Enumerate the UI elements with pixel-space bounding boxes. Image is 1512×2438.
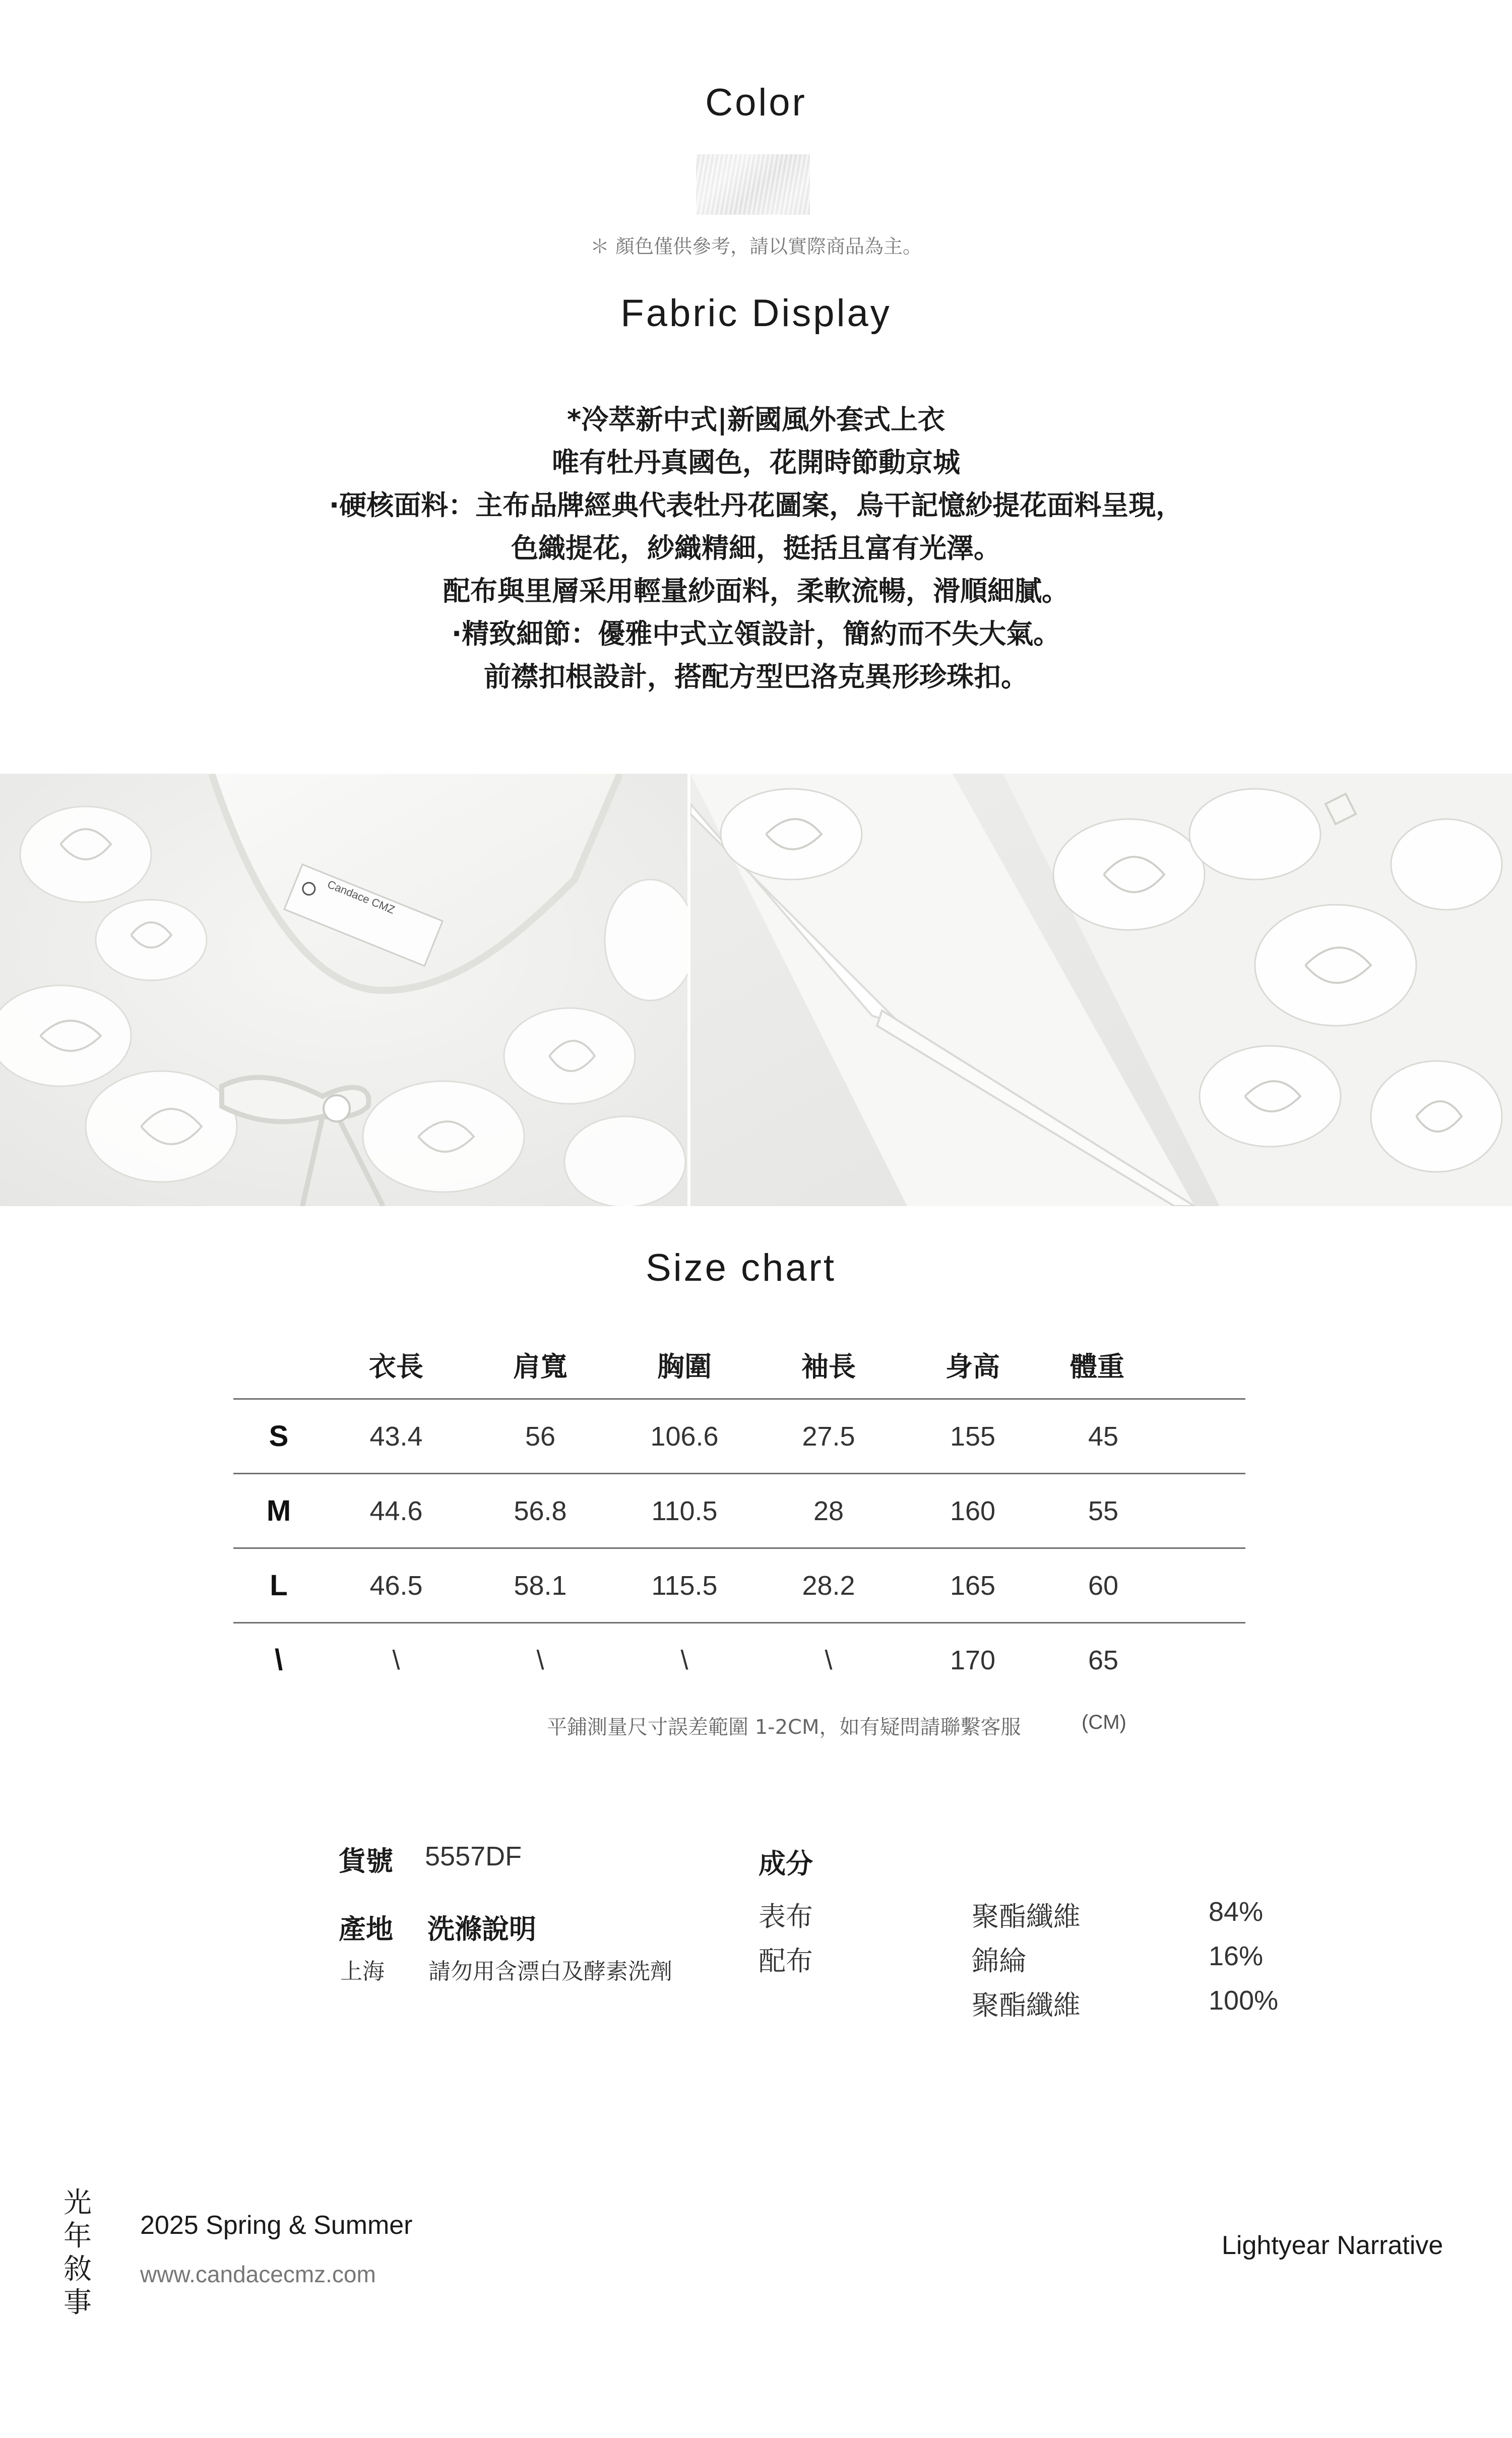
table-row	[233, 1623, 1245, 1697]
brand-char: 敘	[64, 2253, 92, 2286]
composition-percent: 16%	[1209, 1941, 1264, 1971]
header-cell: 體重	[1070, 1350, 1124, 1383]
table-row	[233, 1399, 1245, 1474]
table-cell: 60	[1045, 1548, 1245, 1623]
description-line: ·硬核面料：主布品牌經典代表牡丹花圖案，烏干記憶紗提花面料呈現，	[329, 489, 1183, 521]
description-line: 色織提花，紗織精細，挺括且富有光澤。	[511, 532, 1001, 564]
table-cell: 28	[757, 1474, 901, 1548]
size-unit: (CM)	[1082, 1711, 1126, 1733]
item-number-label: 貨號	[339, 1845, 393, 1877]
composition-part: 表布	[759, 1901, 813, 1932]
table-cell: 155	[901, 1399, 1045, 1474]
label-brand-text: Candace CMZ	[326, 878, 397, 916]
table-cell: \	[324, 1623, 468, 1697]
table-cell: 27.5	[757, 1399, 901, 1474]
table-cell: \	[757, 1623, 901, 1697]
table-cell: \	[468, 1623, 612, 1697]
color-title: Color	[705, 81, 807, 124]
table-cell: 110.5	[612, 1474, 757, 1548]
table-cell: 43.4	[324, 1399, 468, 1474]
table-cell: 56	[468, 1399, 612, 1474]
table-cell: 56.8	[468, 1474, 612, 1548]
description-line: 唯有牡丹真國色，花開時節動京城	[552, 447, 960, 478]
composition-label: 成分	[759, 1848, 813, 1880]
composition-material: 聚酯纖維	[972, 1989, 1081, 2021]
table-cell: 46.5	[324, 1548, 468, 1623]
brand-char: 事	[64, 2286, 92, 2319]
wash-instructions-value: 請勿用含漂白及酵素洗劑	[428, 1959, 672, 1984]
description-line: 前襟扣根設計，搭配方型巴洛克異形珍珠扣。	[484, 661, 1028, 693]
header-cell: 身高	[946, 1350, 1000, 1383]
size-table	[233, 1331, 1245, 1697]
color-swatch[interactable]	[696, 154, 810, 215]
header-cell: 衣長	[369, 1350, 423, 1383]
size-label: \	[233, 1623, 324, 1697]
size-chart-title: Size chart	[646, 1246, 836, 1289]
description-line: ·精致細節：優雅中式立領設計，簡約而不失大氣。	[451, 618, 1061, 650]
website-link[interactable]: www.candacecmz.com	[140, 2261, 376, 2287]
composition-percent: 100%	[1209, 1985, 1279, 2016]
composition-percent: 84%	[1209, 1897, 1264, 1927]
table-cell: 170	[901, 1623, 1045, 1697]
product-description	[0, 398, 1512, 698]
item-number-value: 5557DF	[425, 1841, 522, 1871]
description-line: *冷萃新中式|新國風外套式上衣	[567, 404, 945, 435]
brand-char: 光	[64, 2186, 92, 2219]
table-cell: \	[612, 1623, 757, 1697]
brand-vertical-text	[64, 2186, 94, 2320]
table-cell: 55	[1045, 1474, 1245, 1548]
table-cell: 28.2	[757, 1548, 901, 1623]
size-label: S	[233, 1399, 324, 1474]
size-table-header	[233, 1331, 1245, 1399]
table-cell: 165	[901, 1548, 1045, 1623]
brand-char: 年	[64, 2220, 92, 2253]
color-note: ＊ 顏色僅供參考，請以實際商品為主。	[590, 235, 922, 258]
size-label: M	[233, 1474, 324, 1548]
table-cell: 45	[1045, 1399, 1245, 1474]
table-cell: 106.6	[612, 1399, 757, 1474]
header-cell: 袖長	[801, 1350, 856, 1383]
table-row	[233, 1474, 1245, 1548]
fabric-display-title: Fabric Display	[620, 292, 892, 335]
table-cell: 44.6	[324, 1474, 468, 1548]
composition-part: 配布	[759, 1945, 813, 1977]
fabric-photo-collar	[0, 774, 687, 1206]
table-cell: 160	[901, 1474, 1045, 1548]
header-cell: 肩寬	[513, 1350, 568, 1383]
fabric-photo-sleeve	[690, 774, 1512, 1206]
table-cell: 65	[1045, 1623, 1245, 1697]
size-measurement-note: 平鋪測量尺寸誤差範圍 1-2CM，如有疑問請聯繫客服	[547, 1716, 1021, 1739]
origin-value: 上海	[340, 1959, 385, 1984]
table-cell: 58.1	[468, 1548, 612, 1623]
header-cell	[233, 1331, 324, 1399]
description-line: 配布與里層采用輕量紗面料，柔軟流暢，滑順細膩。	[443, 575, 1069, 607]
composition-material: 聚酯纖維	[972, 1901, 1081, 1932]
season-text: 2025 Spring & Summer	[140, 2211, 413, 2240]
origin-label: 產地	[339, 1913, 393, 1945]
brand-tagline: Lightyear Narrative	[1222, 2231, 1443, 2260]
table-row	[233, 1548, 1245, 1623]
table-cell: 115.5	[612, 1548, 757, 1623]
size-chart	[233, 1331, 1245, 1697]
size-label: L	[233, 1548, 324, 1623]
composition-material: 錦綸	[972, 1945, 1026, 1977]
wash-instructions-label: 洗滌說明	[427, 1913, 536, 1945]
header-cell: 胸圍	[657, 1350, 712, 1383]
